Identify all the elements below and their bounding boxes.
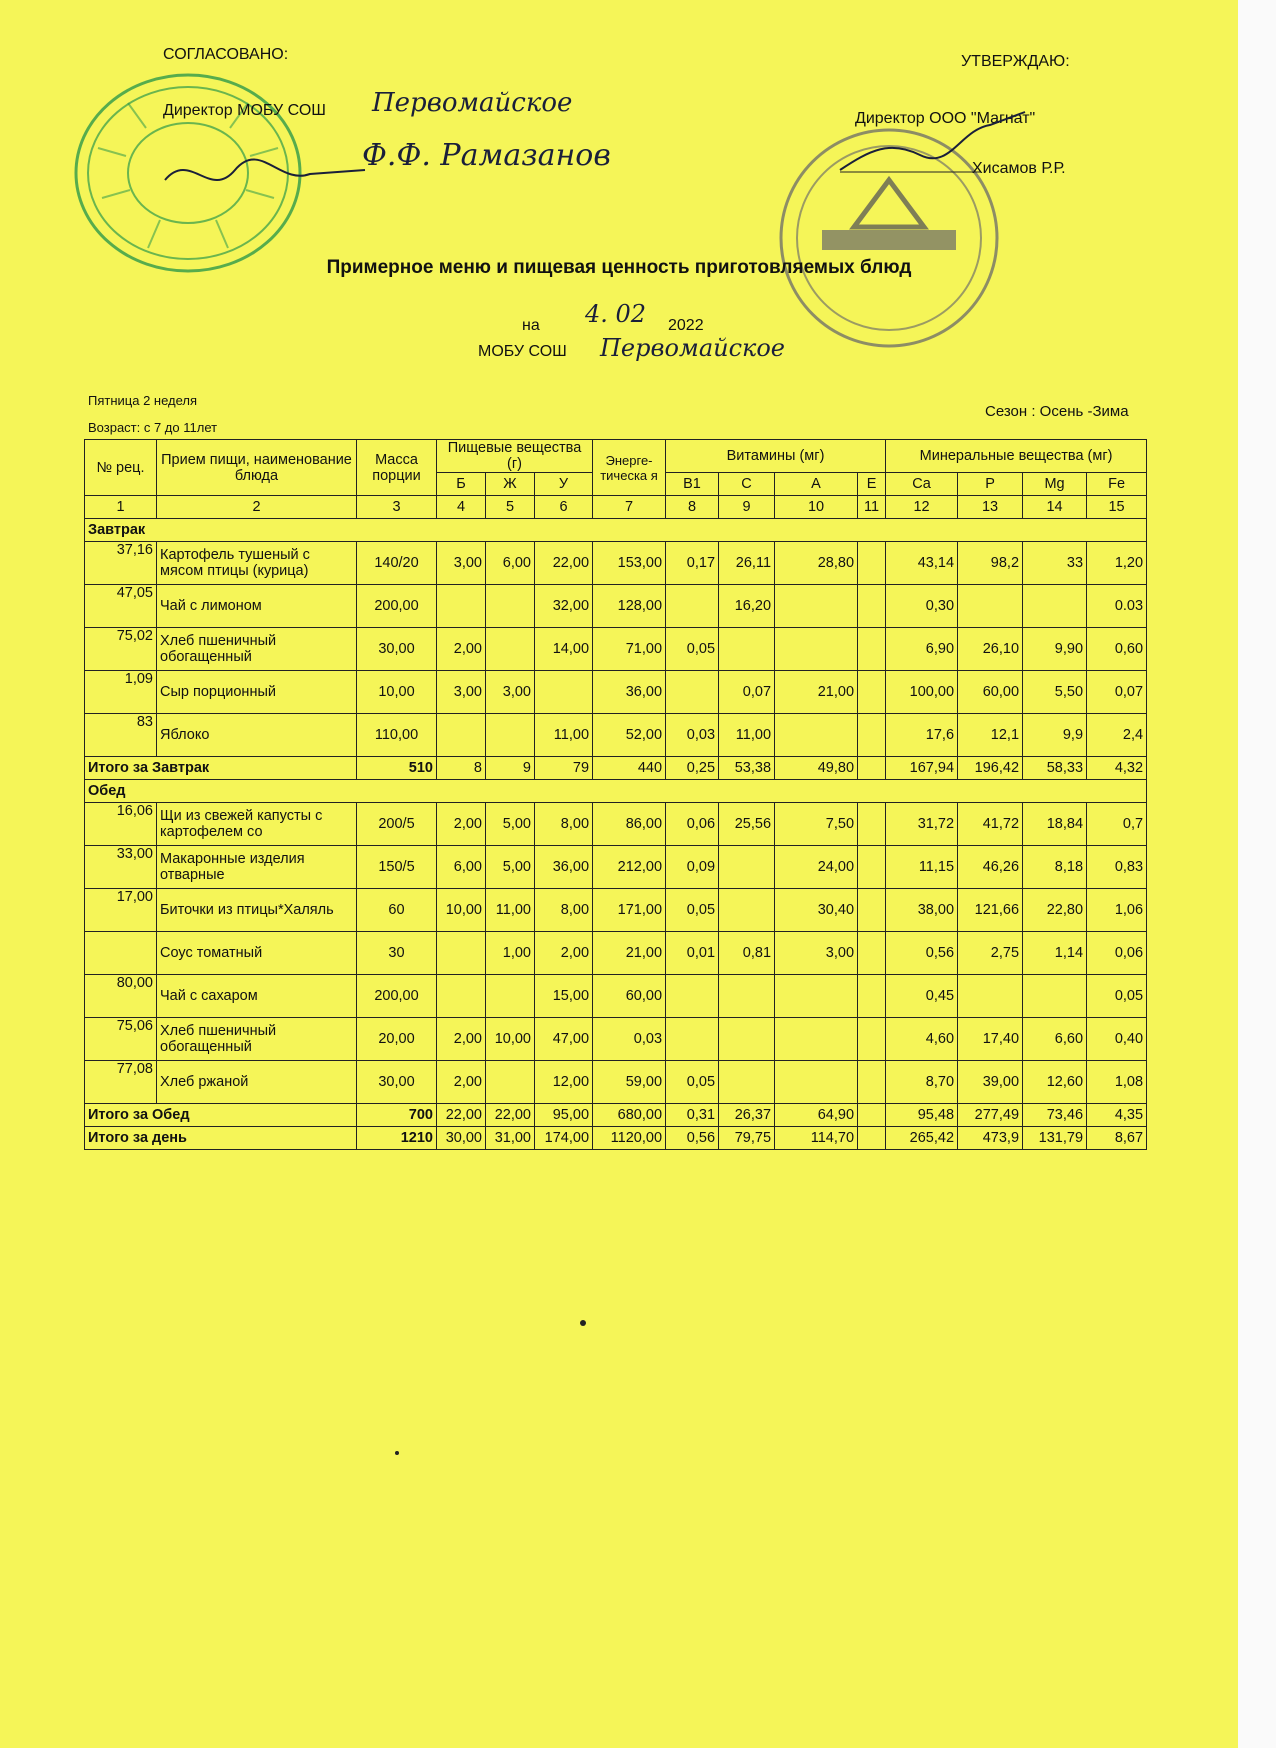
menu-table (84, 439, 1147, 1150)
table-cell: 21,00 (775, 671, 858, 714)
table-cell (1023, 975, 1087, 1018)
company-director-label: Директор ООО "Магнат" (855, 110, 1036, 127)
table-cell: 38,00 (886, 889, 958, 932)
dish-name: Яблоко (157, 714, 357, 757)
dish-name: Макаронные изделия отварные (157, 846, 357, 889)
table-cell: 8,18 (1023, 846, 1087, 889)
table-row (85, 975, 1147, 1018)
table-cell (719, 889, 775, 932)
total-value: 73,46 (1023, 1104, 1087, 1127)
table-cell: 36,00 (593, 671, 666, 714)
col-meal: Прием пищи, наименование блюда (157, 440, 357, 496)
column-number: 5 (486, 496, 535, 519)
table-cell (858, 628, 886, 671)
table-cell (775, 628, 858, 671)
total-value: 1210 (357, 1127, 437, 1150)
portion-mass: 30,00 (357, 1061, 437, 1104)
total-value: 31,00 (486, 1127, 535, 1150)
breakfast-total-label: Итого за Завтрак (85, 757, 357, 780)
table-cell (858, 542, 886, 585)
page-title: Примерное меню и пищевая ценность приготовляемых блюд (326, 257, 912, 278)
table-cell (666, 975, 719, 1018)
table-cell (858, 714, 886, 757)
dish-name: Хлеб пшеничный обогащенный (157, 628, 357, 671)
table-row (85, 889, 1147, 932)
dish-name: Соус томатный (157, 932, 357, 975)
table-cell (666, 1018, 719, 1061)
total-value: 0,31 (666, 1104, 719, 1127)
table-cell (437, 585, 486, 628)
total-value: 174,00 (535, 1127, 593, 1150)
lunch-total-label: Итого за Обед (85, 1104, 357, 1127)
col-vitamins: Витамины (мг) (666, 440, 886, 473)
table-cell: 5,50 (1023, 671, 1087, 714)
recipe-number (85, 932, 157, 975)
table-cell (719, 628, 775, 671)
day-label: Пятница 2 неделя (88, 393, 198, 408)
table-cell: 7,50 (775, 803, 858, 846)
total-value (858, 757, 886, 780)
table-cell: 24,00 (775, 846, 858, 889)
table-cell: 0,06 (1087, 932, 1147, 975)
lunch-total (85, 1104, 1147, 1127)
table-cell: 0,09 (666, 846, 719, 889)
column-number: 10 (775, 496, 858, 519)
table-cell: 212,00 (593, 846, 666, 889)
table-cell: 43,14 (886, 542, 958, 585)
total-value: 167,94 (886, 757, 958, 780)
table-cell (858, 932, 886, 975)
table-cell: 32,00 (535, 585, 593, 628)
total-value: 8,67 (1087, 1127, 1147, 1150)
table-cell: 6,00 (437, 846, 486, 889)
total-value: 680,00 (593, 1104, 666, 1127)
portion-mass: 10,00 (357, 671, 437, 714)
table-row (85, 628, 1147, 671)
table-cell: 15,00 (535, 975, 593, 1018)
breakfast-section (85, 519, 1147, 542)
speck (580, 1320, 586, 1326)
column-number: 3 (357, 496, 437, 519)
table-cell: 8,70 (886, 1061, 958, 1104)
table-cell (858, 846, 886, 889)
total-value: 265,42 (886, 1127, 958, 1150)
table-cell: 22,00 (535, 542, 593, 585)
table-cell: 2,00 (535, 932, 593, 975)
table-cell: 0,05 (1087, 975, 1147, 1018)
table-cell: 1,00 (486, 932, 535, 975)
table-cell: 0,05 (666, 889, 719, 932)
table-cell: 8,00 (535, 889, 593, 932)
table-cell: 0,07 (719, 671, 775, 714)
total-value: 95,48 (886, 1104, 958, 1127)
table-cell: 60,00 (958, 671, 1023, 714)
column-number: 6 (535, 496, 593, 519)
total-value: 510 (357, 757, 437, 780)
total-value: 53,38 (719, 757, 775, 780)
table-cell: 3,00 (775, 932, 858, 975)
table-row (85, 585, 1147, 628)
portion-mass: 200,00 (357, 975, 437, 1018)
table-cell: 11,15 (886, 846, 958, 889)
col-p: P (958, 473, 1023, 496)
table-cell (486, 714, 535, 757)
total-value (858, 1104, 886, 1127)
table-row (85, 1061, 1147, 1104)
table-cell: 1,06 (1087, 889, 1147, 932)
total-value: 9 (486, 757, 535, 780)
total-value: 473,9 (958, 1127, 1023, 1150)
table-cell: 0,83 (1087, 846, 1147, 889)
table-cell: 41,72 (958, 803, 1023, 846)
table-cell (535, 671, 593, 714)
column-number: 9 (719, 496, 775, 519)
column-number: 1 (85, 496, 157, 519)
dish-name: Чай с сахаром (157, 975, 357, 1018)
table-cell (1023, 585, 1087, 628)
col-rec: № рец. (85, 440, 157, 496)
portion-mass: 140/20 (357, 542, 437, 585)
table-cell: 128,00 (593, 585, 666, 628)
table-cell: 46,26 (958, 846, 1023, 889)
table-cell: 2,00 (437, 1018, 486, 1061)
table-cell (437, 975, 486, 1018)
table-cell: 36,00 (535, 846, 593, 889)
table-cell: 5,00 (486, 846, 535, 889)
total-value: 4,35 (1087, 1104, 1147, 1127)
col-e: Е (858, 473, 886, 496)
col-fe: Fe (1087, 473, 1147, 496)
portion-mass: 60 (357, 889, 437, 932)
table-cell (486, 975, 535, 1018)
season-label: Сезон : Осень -Зима (985, 403, 1129, 420)
column-number: 4 (437, 496, 486, 519)
total-value: 79 (535, 757, 593, 780)
table-cell: 52,00 (593, 714, 666, 757)
total-value (858, 1127, 886, 1150)
table-cell: 33 (1023, 542, 1087, 585)
table-cell: 0,30 (886, 585, 958, 628)
column-number: 7 (593, 496, 666, 519)
table-cell: 6,00 (486, 542, 535, 585)
table-cell (958, 975, 1023, 1018)
col-nutrients: Пищевые вещества (г) (437, 440, 593, 473)
table-cell: 0,05 (666, 628, 719, 671)
table-cell (719, 846, 775, 889)
table-cell: 18,84 (1023, 803, 1087, 846)
dish-name: Хлеб пшеничный обогащенный (157, 1018, 357, 1061)
recipe-number: 75,06 (85, 1018, 157, 1061)
table-cell (486, 1061, 535, 1104)
table-cell: 0,45 (886, 975, 958, 1018)
total-value: 95,00 (535, 1104, 593, 1127)
table-cell: 31,72 (886, 803, 958, 846)
table-cell: 0,81 (719, 932, 775, 975)
column-number: 8 (666, 496, 719, 519)
table-cell: 10,00 (437, 889, 486, 932)
approve-label: УТВЕРЖДАЮ: (961, 53, 1070, 70)
table-cell: 16,20 (719, 585, 775, 628)
col-energy: Энерге-тическа я (593, 440, 666, 496)
table-cell (437, 932, 486, 975)
table-cell (858, 975, 886, 1018)
breakfast-section-title: Завтрак (85, 519, 1147, 542)
table-cell: 100,00 (886, 671, 958, 714)
table-cell: 12,60 (1023, 1061, 1087, 1104)
table-row (85, 803, 1147, 846)
table-cell: 39,00 (958, 1061, 1023, 1104)
col-ca: Ca (886, 473, 958, 496)
table-cell (858, 1018, 886, 1061)
column-number: 13 (958, 496, 1023, 519)
recipe-number: 1,09 (85, 671, 157, 714)
table-cell: 0,17 (666, 542, 719, 585)
table-cell: 21,00 (593, 932, 666, 975)
school-name-handwritten: Первомайское (600, 334, 786, 362)
table-cell: 0,03 (666, 714, 719, 757)
date-prefix: на (522, 317, 540, 334)
table-cell: 0,03 (593, 1018, 666, 1061)
table-row (85, 932, 1147, 975)
table-cell: 2,00 (437, 628, 486, 671)
table-cell (775, 975, 858, 1018)
table-cell: 171,00 (593, 889, 666, 932)
dish-name: Картофель тушеный с мясом птицы (курица) (157, 542, 357, 585)
portion-mass: 20,00 (357, 1018, 437, 1061)
date-year: 2022 (668, 317, 704, 334)
total-value: 1120,00 (593, 1127, 666, 1150)
table-cell (858, 803, 886, 846)
portion-mass: 30,00 (357, 628, 437, 671)
table-row (85, 671, 1147, 714)
table-cell: 47,00 (535, 1018, 593, 1061)
recipe-number: 16,06 (85, 803, 157, 846)
table-cell: 86,00 (593, 803, 666, 846)
table-cell: 1,08 (1087, 1061, 1147, 1104)
table-cell: 9,90 (1023, 628, 1087, 671)
dish-name: Биточки из птицы*Халяль (157, 889, 357, 932)
total-value: 58,33 (1023, 757, 1087, 780)
portion-mass: 200,00 (357, 585, 437, 628)
table-cell: 0,60 (1087, 628, 1147, 671)
table-cell: 2,4 (1087, 714, 1147, 757)
table-cell: 3,00 (486, 671, 535, 714)
day-total (85, 1127, 1147, 1150)
breakfast-total (85, 757, 1147, 780)
column-number: 14 (1023, 496, 1087, 519)
total-value: 700 (357, 1104, 437, 1127)
table-cell: 28,80 (775, 542, 858, 585)
table-cell: 30,40 (775, 889, 858, 932)
table-cell: 0.03 (1087, 585, 1147, 628)
total-value: 114,70 (775, 1127, 858, 1150)
lunch-section (85, 780, 1147, 803)
table-cell: 0,40 (1087, 1018, 1147, 1061)
lunch-section-title: Обед (85, 780, 1147, 803)
agreed-label: СОГЛАСОВАНО: (163, 46, 289, 63)
left-signature: Ф.Ф. Рамазанов (362, 138, 611, 173)
total-value: 22,00 (486, 1104, 535, 1127)
table-cell: 0,06 (666, 803, 719, 846)
recipe-number: 75,02 (85, 628, 157, 671)
table-cell: 0,05 (666, 1061, 719, 1104)
total-value: 131,79 (1023, 1127, 1087, 1150)
table-cell: 0,7 (1087, 803, 1147, 846)
col-a: А (775, 473, 858, 496)
table-cell: 26,10 (958, 628, 1023, 671)
total-value: 79,75 (719, 1127, 775, 1150)
recipe-number: 33,00 (85, 846, 157, 889)
total-value: 64,90 (775, 1104, 858, 1127)
total-value: 22,00 (437, 1104, 486, 1127)
table-cell (775, 714, 858, 757)
table-cell: 2,00 (437, 1061, 486, 1104)
column-numbers-row (85, 496, 1147, 519)
table-cell: 0,07 (1087, 671, 1147, 714)
table-row (85, 1018, 1147, 1061)
total-value: 277,49 (958, 1104, 1023, 1127)
col-minerals: Минеральные вещества (мг) (886, 440, 1147, 473)
table-row (85, 714, 1147, 757)
portion-mass: 30 (357, 932, 437, 975)
portion-mass: 110,00 (357, 714, 437, 757)
table-cell (775, 1018, 858, 1061)
column-number: 12 (886, 496, 958, 519)
table-cell (958, 585, 1023, 628)
total-value: 440 (593, 757, 666, 780)
column-number: 15 (1087, 496, 1147, 519)
table-cell: 14,00 (535, 628, 593, 671)
table-cell: 10,00 (486, 1018, 535, 1061)
table-cell: 9,9 (1023, 714, 1087, 757)
day-total-label: Итого за день (85, 1127, 357, 1150)
table-cell (858, 1061, 886, 1104)
table-cell: 1,14 (1023, 932, 1087, 975)
total-value: 0,56 (666, 1127, 719, 1150)
col-b: Б (437, 473, 486, 496)
table-cell: 153,00 (593, 542, 666, 585)
speck (395, 1451, 399, 1455)
table-cell: 71,00 (593, 628, 666, 671)
portion-mass: 200/5 (357, 803, 437, 846)
table-cell: 11,00 (535, 714, 593, 757)
table-cell: 2,75 (958, 932, 1023, 975)
table-cell: 59,00 (593, 1061, 666, 1104)
table-cell (775, 1061, 858, 1104)
table-cell: 0,56 (886, 932, 958, 975)
total-value: 196,42 (958, 757, 1023, 780)
scan-margin (1238, 0, 1276, 1748)
table-cell (486, 585, 535, 628)
table-cell (666, 585, 719, 628)
table-cell: 2,00 (437, 803, 486, 846)
recipe-number: 83 (85, 714, 157, 757)
dish-name: Хлеб ржаной (157, 1061, 357, 1104)
col-u: У (535, 473, 593, 496)
date-handwritten: 4. 02 (585, 300, 647, 328)
col-mg: Mg (1023, 473, 1087, 496)
column-number: 11 (858, 496, 886, 519)
recipe-number: 80,00 (85, 975, 157, 1018)
col-mass: Масса порции (357, 440, 437, 496)
school-prefix: МОБУ СОШ (478, 343, 567, 360)
table-cell (858, 671, 886, 714)
table-cell: 12,00 (535, 1061, 593, 1104)
table-cell: 3,00 (437, 671, 486, 714)
age-label: Возраст: с 7 до 11лет (88, 420, 218, 435)
dish-name: Чай с лимоном (157, 585, 357, 628)
column-number: 2 (157, 496, 357, 519)
col-zh: Ж (486, 473, 535, 496)
table-cell (858, 889, 886, 932)
total-value: 30,00 (437, 1127, 486, 1150)
table-cell (486, 628, 535, 671)
table-cell (719, 1061, 775, 1104)
table-cell: 98,2 (958, 542, 1023, 585)
table-cell (858, 585, 886, 628)
total-value: 26,37 (719, 1104, 775, 1127)
table-cell: 6,60 (1023, 1018, 1087, 1061)
school-director-label: Директор МОБУ СОШ (163, 102, 326, 119)
total-value: 4,32 (1087, 757, 1147, 780)
company-director-name: Хисамов Р.Р. (972, 160, 1066, 177)
table-cell: 11,00 (719, 714, 775, 757)
total-value: 0,25 (666, 757, 719, 780)
table-cell (719, 975, 775, 1018)
company-signature (830, 110, 1030, 180)
table-cell: 1,20 (1087, 542, 1147, 585)
table-cell: 8,00 (535, 803, 593, 846)
signature-scribble (160, 150, 370, 200)
table-row (85, 542, 1147, 585)
recipe-number: 77,08 (85, 1061, 157, 1104)
table-cell (719, 1018, 775, 1061)
table-cell: 6,90 (886, 628, 958, 671)
table-cell (666, 671, 719, 714)
recipe-number: 17,00 (85, 889, 157, 932)
table-cell: 60,00 (593, 975, 666, 1018)
dish-name: Сыр порционный (157, 671, 357, 714)
table-cell: 17,40 (958, 1018, 1023, 1061)
table-cell (437, 714, 486, 757)
table-cell: 26,11 (719, 542, 775, 585)
portion-mass: 150/5 (357, 846, 437, 889)
table-cell: 22,80 (1023, 889, 1087, 932)
table-cell: 12,1 (958, 714, 1023, 757)
table-cell (775, 585, 858, 628)
total-value: 49,80 (775, 757, 858, 780)
table-cell: 5,00 (486, 803, 535, 846)
col-c: С (719, 473, 775, 496)
school-handwritten-name: Первомайское (372, 88, 573, 118)
total-value: 8 (437, 757, 486, 780)
table-cell: 25,56 (719, 803, 775, 846)
dish-name: Щи из свежей капусты с картофелем со (157, 803, 357, 846)
table-cell: 0,01 (666, 932, 719, 975)
recipe-number: 47,05 (85, 585, 157, 628)
col-b1: В1 (666, 473, 719, 496)
table-cell: 121,66 (958, 889, 1023, 932)
table-cell: 17,6 (886, 714, 958, 757)
recipe-number: 37,16 (85, 542, 157, 585)
table-row (85, 846, 1147, 889)
table-cell: 3,00 (437, 542, 486, 585)
table-cell: 11,00 (486, 889, 535, 932)
table-cell: 4,60 (886, 1018, 958, 1061)
